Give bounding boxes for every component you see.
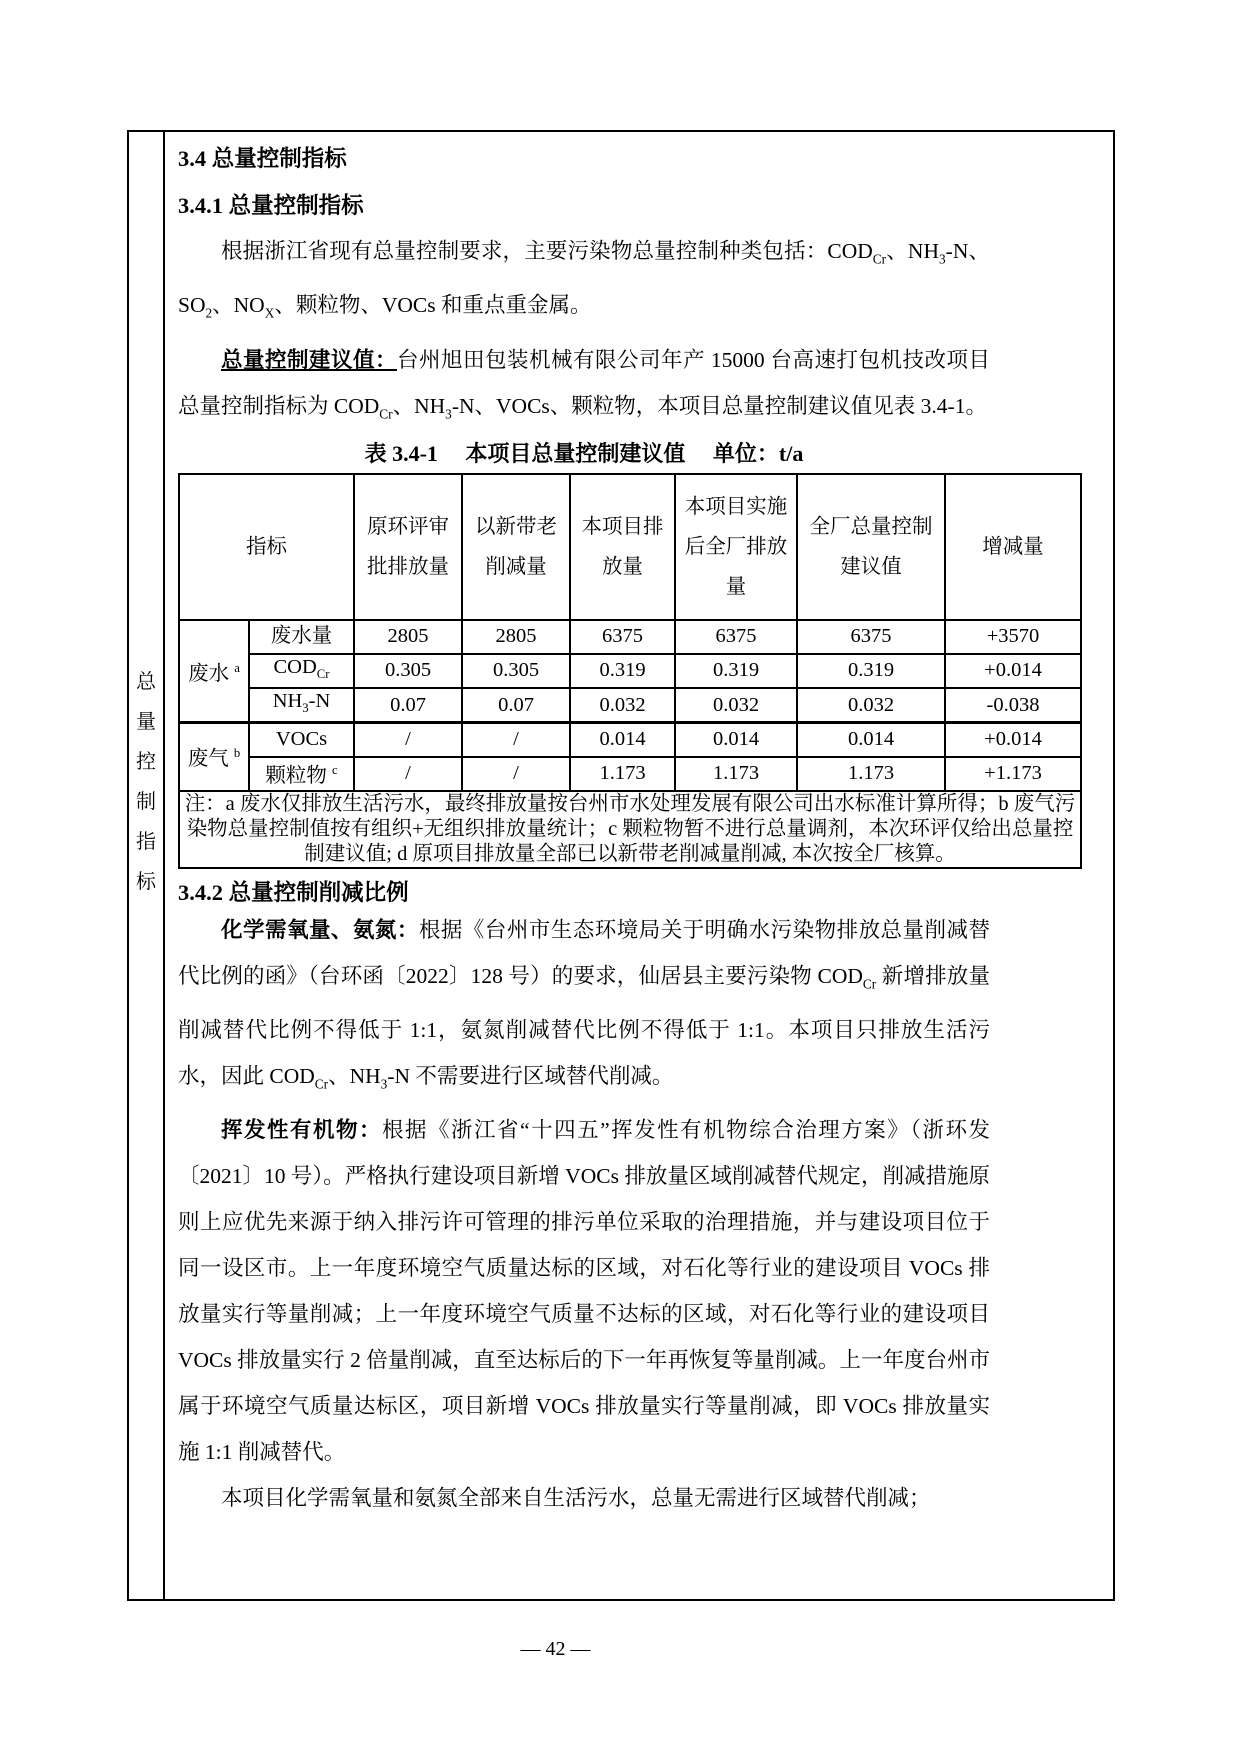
para-cod-text: 根据《台州市生态环境局关于明确水污染物排放总量削减替代比例的函》（台环函〔2022〕128 号）的要求，仙居县主要污染物 $COD_{Cr}$ 新增排放量削减替代比例不得低于 1:1，氨氮削减替代比例不得低于 1:1。本项目只排放生活污水，因此 $COD_{Cr}$、$NH_3-N$ 不需要进行区域替代削减。 [178,917,990,1092]
page-number: — 42 — [520,1638,591,1660]
table-cell: 0.032 [797,688,945,723]
table-cell: 0.319 [675,654,797,688]
group-cell-waste-gas: 废气 $^b$ [179,723,249,791]
table-cell: 1.173 [675,757,797,791]
para-voc-text: 根据《浙江省“十四五”挥发性有机物综合治理方案》（浙环发〔2021〕10 号）。严格执行建设项目新增 VOCs 排放量区域削减替代规定，削减措施原则上应优先来源于纳入排污许可管理的排污单位采取的治理措施，并与建设项目位于同一设区市。上一年度环境空气质量达标的区域，对石化等行业的建设项目 VOCs 排放量实行等量削减；上一年度环境空气质量不达标的区域，对石化等行业的建设项目 VOCs 排放量实行 2 倍量削减，直至达标后的下一年再恢复等量削减。上一年度台州市属于环境空气质量达标区，项目新增 VOCs 排放量实行等量削减，即 VOCs 排放量实施 1:1 削减替代。 [178,1118,990,1465]
row-label: 颗粒物 $^c$ [249,757,354,791]
group-cell-wastewater: 废水 $^a$ [179,620,249,723]
table-cell: 6375 [797,620,945,654]
table-cell: +0.014 [945,654,1081,688]
table-row-wastewater-volume [179,620,1081,654]
table-cell: 0.014 [570,723,675,757]
quota-control-table [178,473,1082,869]
col-header-original-eia: 原环评审批排放量 [354,474,462,620]
sidebar-label-char: 指 [136,831,156,853]
col-header-plant-total: 全厂总量控制建议值 [797,474,945,620]
table-cell: 1.173 [797,757,945,791]
para-voc-lead: 挥发性有机物： [221,1118,383,1143]
table-cell: +3570 [945,620,1081,654]
sidebar-vertical-label [129,672,163,893]
col-header-old-for-new: 以新带老削减量 [462,474,570,620]
table-row-codcr [179,654,1081,688]
table-cell: 2805 [354,620,462,654]
table-note: 注：a 废水仅排放生活污水，最终排放量按台州市水处理发展有限公司出水标准计算所得；b 废气污染物总量控制值按有组织+无组织排放量统计；c 颗粒物暂不进行总量调剂，本次环评仅给出总量控制建议值; d 原项目排放量全部已以新带老削减量削减, 本次按全厂核算。 [179,791,1081,868]
para-suggestion-lead: 总量控制建议值： [221,347,397,372]
col-header-indicator: 指标 [179,474,354,620]
table-cell: / [462,757,570,791]
table-cell: 2805 [462,620,570,654]
table-cell: / [354,757,462,791]
para-suggestion-text: 台州旭田包装机械有限公司年产 15000 台高速打包机技改项目总量控制指标为 $COD_{Cr}$、$NH_3-N$、VOCs、颗粒物，本项目总量控制建议值见表 3.4-1。 [178,347,990,421]
col-header-project-emission: 本项目排放量 [570,474,675,620]
table-header-row [179,474,1081,620]
sidebar-label-char: 控 [136,751,156,773]
table-cell: 0.07 [462,688,570,723]
section-heading-3-4-2: 3.4.2 总量控制削减比例 [178,879,409,905]
para-cod-lead: 化学需氧量、氨氮： [221,917,419,942]
sidebar-column [129,132,165,1599]
table-cell: 0.032 [570,688,675,723]
table-cell: 0.305 [462,654,570,688]
table-cell: 0.305 [354,654,462,688]
para-suggestion-value [178,337,990,437]
table-note-row [179,791,1081,868]
sidebar-label-char: 量 [136,711,156,733]
table-cell: 0.032 [675,688,797,723]
col-header-after-implementation: 本项目实施后全厂排放量 [675,474,797,620]
row-label: VOCs [249,723,354,757]
para-cod-ammonia [178,907,990,1108]
table-cell: 0.014 [797,723,945,757]
para-final: 本项目化学需氧量和氨氮全部来自生活污水，总量无需进行区域替代削减； [221,1486,931,1511]
sidebar-label-char: 总 [136,671,156,693]
section-heading-3-4-1: 3.4.1 总量控制指标 [178,193,364,218]
main-content [165,132,1113,1599]
table-cell: -0.038 [945,688,1081,723]
sidebar-label-char: 制 [136,791,156,813]
para-vocs [178,1107,990,1475]
row-label: 废水量 [249,620,354,654]
table-row-particulate [179,757,1081,791]
table-cell: 6375 [675,620,797,654]
table-cell: 0.319 [797,654,945,688]
table-cell: +1.173 [945,757,1081,791]
row-label: $COD_{Cr}$ [249,654,354,688]
table-cell: 6375 [570,620,675,654]
table-row-nh3n [179,688,1081,723]
table-cell: +0.014 [945,723,1081,757]
table-caption: 表 3.4-1 本项目总量控制建议值 单位：t/a [364,440,804,466]
table-cell: 1.173 [570,757,675,791]
table-cell: / [354,723,462,757]
para-pollutant-types: 根据浙江省现有总量控制要求，主要污染物总量控制种类包括：$COD_{Cr}$、$NH_3-N$、$SO_2$、$NO_X$、颗粒物、VOCs 和重点重金属。 [178,239,990,321]
content-frame [127,130,1115,1601]
table-cell: / [462,723,570,757]
table-cell: 0.014 [675,723,797,757]
table-cell: 0.319 [570,654,675,688]
col-header-change: 增减量 [945,474,1081,620]
row-label: $NH_3-N$ [249,688,354,723]
table-cell: 0.07 [354,688,462,723]
table-row-vocs [179,723,1081,757]
sidebar-label-char: 标 [136,871,156,893]
section-heading-3-4: 3.4 总量控制指标 [178,146,347,171]
